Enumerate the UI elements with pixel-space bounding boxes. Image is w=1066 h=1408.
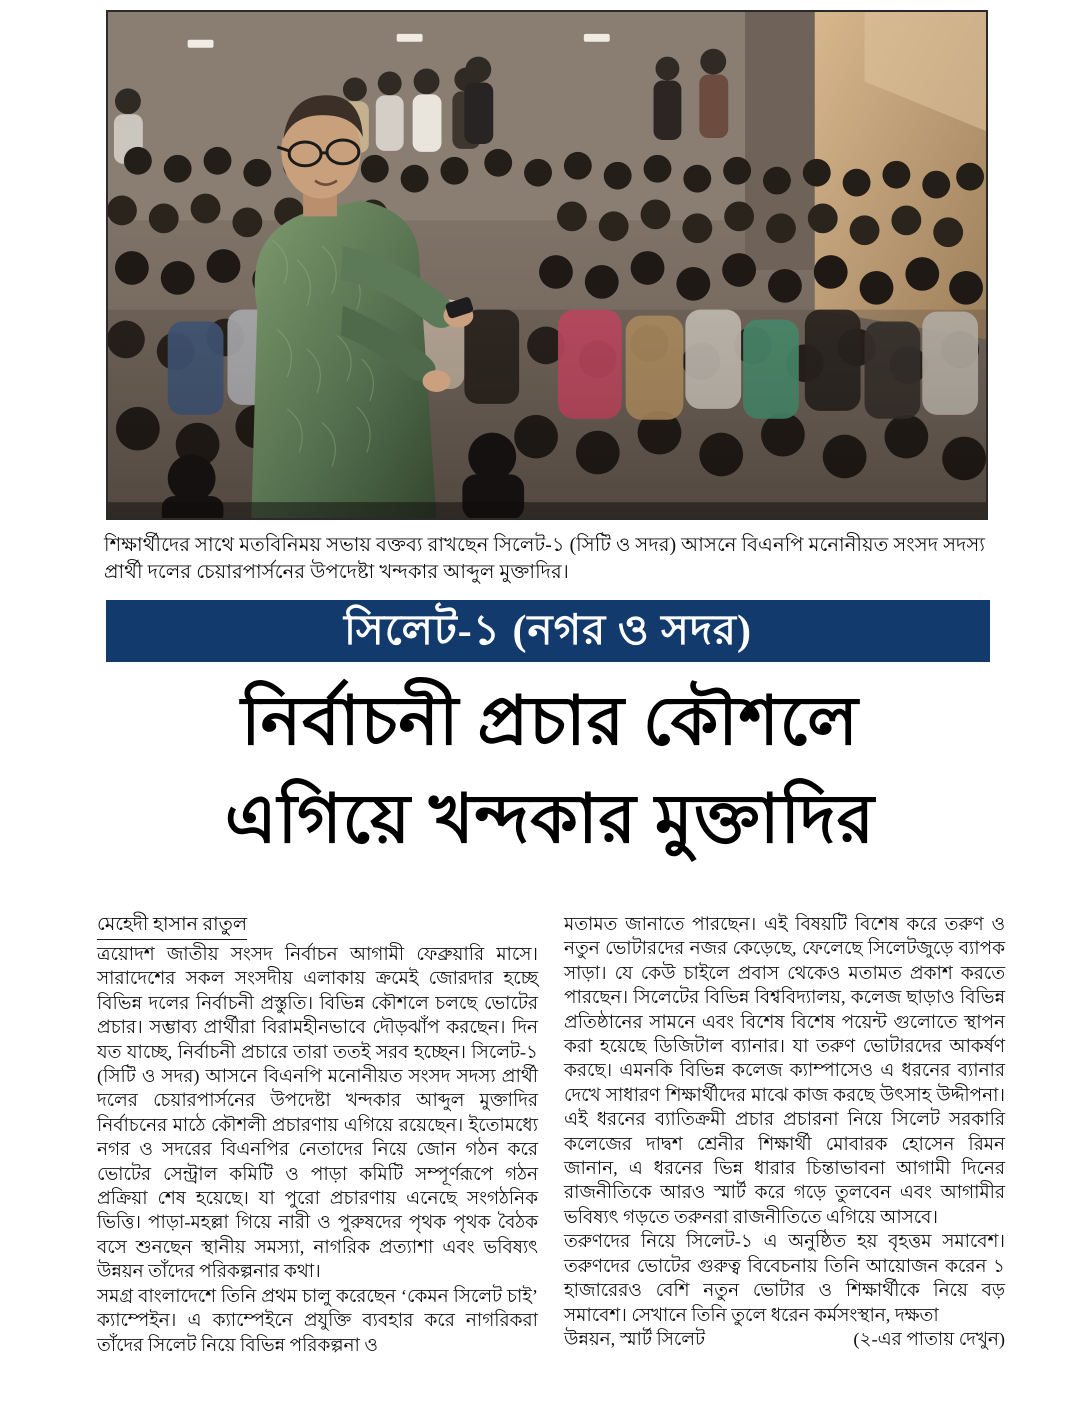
headline-line-2: এগিয়ে খন্দকার মুক্তাদির bbox=[224, 781, 876, 857]
left-paragraph-2: সমগ্র বাংলাদেশে তিনি প্রথম চালু করেছেন ‘কেমন সিলেট চাই’ ক্যাম্পেইন। এ ক্যাম্পেইনে প্রযুক্তি ব্যবহার করে নাগরিকরা তাঁদের সিলেট নিয়ে বিভিন্ন পরিকল্পনা ও bbox=[97, 1285, 538, 1355]
auditorium-crowd-illustration bbox=[108, 12, 986, 518]
right-paragraph-2: তরুণদের নিয়ে সিলেট-১ এ অনুষ্ঠিত হয় বৃহত্তম সমাবেশ। তরুণদের ভোটের গুরুত্ব বিবেচনায় তিনি আয়োজন করেন ১ হাজারেরও বেশি নতুন ভোটার ও শিক্ষার্থীকে নিয়ে বড় সমাবেশ। সেখানে তিনি তুলে ধরেন কর্মসংস্থান, দক্ষতা bbox=[564, 1231, 1005, 1325]
photo-caption: শিক্ষার্থীদের সাথে মতবিনিময় সভায় বক্তব্য রাখছেন সিলেট-১ (সিটি ও সদর) আসনে বিএনপি মনোনীয়ত সংসদ সদস্য প্রার্থী দলের চেয়ারপার্সনের উপদেষ্টা খন্দকার আব্দুল মুক্তাদির। bbox=[104, 535, 986, 583]
constituency-banner bbox=[106, 600, 990, 662]
left-paragraph-1: ত্রয়োদশ জাতীয় সংসদ নির্বাচন আগামী ফেব্রুয়ারি মাসে। সারাদেশের সকল সংসদীয় এলাকায় ক্রমেই জোরদার হচ্ছে বিভিন্ন দলের নির্বাচনী প্রস্তুতি। বিভিন্ন কৌশলে চলছে ভোটের প্রচার। সম্ভাব্য প্রার্থীরা বিরামহীনভাবে দৌড়ঝাঁপ করছেন। দিন যত যাচ্ছে, নির্বাচনী প্রচারে তারা ততই সরব হচ্ছেন। সিলেট-১ (সিটি ও সদর) আসনে বিএনপি মনোনীয়ত সংসদ সদস্য প্রার্থী দলের চেয়ারপার্সনের উপদেষ্টা খন্দকার আব্দুল মুক্তাদির নির্বাচনের মাঠে কৌশলী প্রচারণায় এগিয়ে রয়েছেন। ইতোমধ্যে নগর ও সদরের বিএনপির নেতাদের নিয়ে জোন গঠন করে ভোটের সেন্ট্রাল কমিটি ও পাড়া কমিটি সম্পূর্ণরূপে গঠন প্রক্রিয়া শেষ হয়েছে। যা পুরো প্রচারণায় এনেছে সংগঠনিক ভিত্তি। পাড়া-মহল্লা গিয়ে নারী ও পুরুষদের পৃথক পৃথক বৈঠক বসে শুনছেন স্থানীয় সমস্যা, নাগরিক প্রত্যাশা এবং ভবিষ্যৎ উন্নয়ন তাঁদের পরিকল্পনার কথা। bbox=[97, 944, 538, 1282]
article-headline bbox=[100, 672, 1000, 868]
article-column-right bbox=[564, 912, 1005, 1404]
constituency-banner-label: সিলেট-১ (নগর ও সদর) bbox=[343, 608, 753, 654]
article-byline-wrap bbox=[97, 912, 538, 942]
article-jump-line bbox=[564, 1327, 1005, 1351]
right-paragraph-1: মতামত জানাতে পারছেন। এই বিষয়টি বিশেষ করে তরুণ ও নতুন ভোটারদের নজর কেড়েছে, ফেলেছে সিলেটজুড়ে ব্যাপক সাড়া। যে কেউ চাইলে প্রবাস থেকেও মতামত প্রকাশ করতে পারছেন। সিলেটের বিভিন্ন বিশ্ববিদ্যালয়, কলেজ ছাড়াও বিভিন্ন প্রতিষ্ঠানের সামনে এবং বিশেষ বিশেষ পয়েন্ট গুলোতে স্থাপন করা হয়েছে ডিজিটাল ব্যানার। যা তরুণ ভোটারদের আকর্ষণ করছে। এমনকি বিভিন্ন কলেজ ক্যাম্পাসেও এ ধরনের ব্যানার দেখে সাধারণ শিক্ষার্থীদের মাঝে কাজ করছে উৎসাহ উদ্দীপনা। এই ধরনের ব্যাতিক্রমী প্রচার প্রচারনা নিয়ে সিলেট সরকারি কলেজের দাদ্বশ শ্রেনীর শিক্ষার্থী মোবারক হোসেন রিমন জানান, এ ধরনের ভিন্ন ধারার চিন্তাভাবনা আগামী দিনের রাজনীতিকে আরও স্মার্ট করে গড়ে তুলবেন এবং আগামীর ভবিষ্যৎ গড়তে তরুনরা রাজনীতিতে এগিয়ে আসবে। bbox=[564, 914, 1005, 1227]
headline-line-1: নির্বাচনী প্রচার কৌশলে bbox=[241, 683, 859, 759]
article-body bbox=[97, 912, 1005, 1404]
article-column-left bbox=[97, 912, 538, 1404]
article-byline: মেহেদী হাসান রাতুল bbox=[97, 912, 247, 940]
continuation-note: (২-এর পাতায় দেখুন) bbox=[853, 1328, 1005, 1349]
article-photo bbox=[106, 10, 988, 520]
jump-line-text: উন্নয়ন, স্মার্ট সিলেট bbox=[564, 1328, 705, 1349]
